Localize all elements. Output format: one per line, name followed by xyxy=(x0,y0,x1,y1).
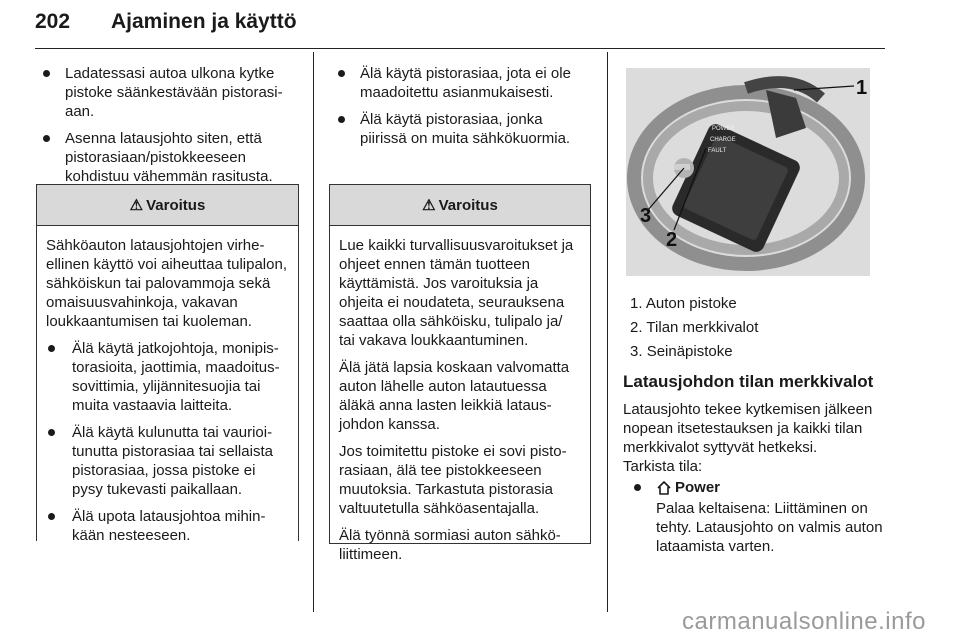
callout-2: 2 xyxy=(666,229,678,251)
column-2 xyxy=(332,64,582,156)
status-item-power xyxy=(634,478,894,556)
device-label-charge: CHARGE xyxy=(710,137,736,143)
device-label-power: POWER xyxy=(712,126,735,132)
list-item: Ladatessasi autoa ulkona kytke pistoke säänkestävään pistorasiaan. xyxy=(37,64,299,121)
list-item: Älä käytä kulunutta tai vaurioitunutta pistorasiaa tai sellaista pistorasiaa, jossa pistoke ei pysy tukevasti paikallaan. xyxy=(42,423,289,499)
warning-body xyxy=(330,226,590,582)
warning-header xyxy=(330,185,590,226)
list-item: Älä käytä jatkojohtoja, monipistorasioita, jaottimia, maadoitussovittimia, ylijännitesuojia tai muita vastaavia laitteita. xyxy=(42,339,289,415)
warning-body xyxy=(37,226,298,563)
callout-3: 3 xyxy=(640,205,652,227)
callout-1: 1 xyxy=(856,77,868,99)
warning-paragraph: Jos toimitettu pistoke ei sovi pistorasiaan, älä tee pistokkeeseen muutoksia. Tarkastuta pistorasia valtuutetulla sähköasentajalla. xyxy=(339,443,567,517)
charging-cable-illustration xyxy=(626,68,870,276)
column-divider xyxy=(607,52,608,612)
page-number: 202 xyxy=(35,10,71,33)
device-label-fault: FAULT xyxy=(708,148,727,154)
charging-cable-figure xyxy=(626,68,870,276)
warning-paragraph: Älä työnnä sormiasi auton sähköliittimeen. xyxy=(339,527,561,563)
column-1 xyxy=(37,64,299,194)
check-label: Tarkista tila: xyxy=(623,458,703,475)
warning-icon: ⚠ xyxy=(129,197,144,214)
warning-header xyxy=(37,185,298,226)
warning-paragraph: Sähköauton latausjohtojen virheellinen käyttö voi aiheuttaa tulipalon, sähköiskun tai palovammoja sekä omaisuusvahinkoja, vakavan loukkaantumisen tai kuoleman. xyxy=(46,237,287,330)
page-title: Ajaminen ja käyttö xyxy=(111,10,297,33)
warning-paragraph: Älä jätä lapsia koskaan valvomatta auton lähelle auton latautuessa äläkä anna lasten leikkiä latausjohdon kanssa. xyxy=(339,359,570,433)
column-divider xyxy=(313,52,314,612)
warning-title: Varoitus xyxy=(438,196,498,214)
list-item: Asenna latausjohto siten, että pistorasiaan/pistokkeeseen kohdistuu vähemmän rasitusta. xyxy=(37,129,299,186)
warning-box-1 xyxy=(36,184,299,544)
section-heading: Latausjohdon tilan merkkivalot xyxy=(623,372,874,391)
legend-item: 2. Tilan merkkivalot xyxy=(630,319,759,336)
page-header xyxy=(35,10,885,44)
warning-box-2 xyxy=(329,184,591,563)
status-label: Power xyxy=(675,479,721,496)
list-item: Älä upota latausjohtoa mihinkään nesteeseen. xyxy=(42,507,289,545)
bullet-dot xyxy=(634,484,641,491)
list-item: Älä käytä pistorasiaa, jonka piirissä on muita sähkökuormia. xyxy=(332,110,582,148)
legend-item: 1. Auton pistoke xyxy=(630,295,737,312)
warning-title: Varoitus xyxy=(146,196,206,214)
house-icon xyxy=(656,480,672,496)
header-rule xyxy=(35,48,885,49)
legend-item: 3. Seinäpistoke xyxy=(630,343,733,360)
watermark: carmanualsonline.info xyxy=(682,608,926,635)
warning-paragraph: Lue kaikki turvallisuusvaroitukset ja ohjeet ennen tämän tuotteen käyttämistä. Jos varoituksia ja ohjeita ei noudateta, seurauksena saattaa olla sähköisku, tulipalo ja/ tai vakava loukkaantuminen. xyxy=(339,237,574,349)
status-text: Palaa keltaisena: Liittäminen on tehty. Latausjohto on valmis auton lataamista varten. xyxy=(656,500,883,555)
section-body: Latausjohto tekee kytkemisen jälkeen nopean itsetestauksen ja kaikki tilan merkkivalot syttyvät hetkeksi. Tarkista tila: xyxy=(623,400,893,476)
figure-legend xyxy=(630,292,758,364)
list-item: Älä käytä pistorasiaa, jota ei ole maadoitettu asianmukaisesti. xyxy=(332,64,582,102)
warning-icon: ⚠ xyxy=(422,197,436,214)
